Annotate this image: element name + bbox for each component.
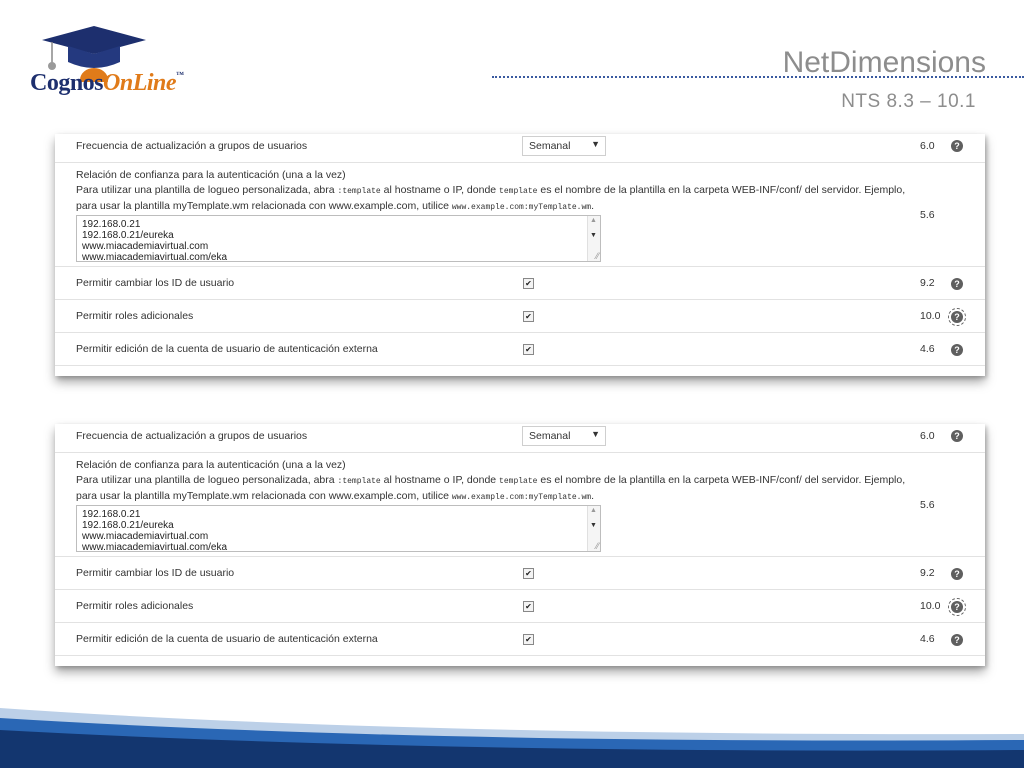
allow-change-id-row: [55, 556, 985, 590]
allow-change-id-label: Permitir cambiar los ID de usuario: [76, 277, 235, 289]
frequency-label: Frecuencia de actualización a grupos de usuarios: [76, 140, 308, 152]
allow-additional-roles-checkbox[interactable]: ✔: [523, 311, 534, 322]
brand-title: NetDimensions: [782, 46, 986, 79]
allow-change-id-checkbox[interactable]: ✔: [523, 278, 534, 289]
help-icon[interactable]: ?: [951, 634, 963, 646]
allow-external-edit-label: Permitir edición de la cuenta de usuario de autenticación externa: [76, 343, 378, 355]
chevron-down-icon: ▼: [591, 139, 600, 149]
allow-external-edit-version: 4.6: [920, 343, 935, 355]
help-icon[interactable]: ?: [951, 344, 963, 356]
resize-handle-icon[interactable]: ⁄⁄: [595, 251, 599, 261]
allow-change-id-checkbox[interactable]: ✔: [523, 568, 534, 579]
version-subtitle: NTS 8.3 – 10.1: [841, 91, 976, 112]
trust-row: [55, 452, 985, 557]
settings-panel-1: [55, 134, 985, 376]
trust-title: Relación de confianza para la autenticación (una a la vez): [76, 169, 346, 181]
allow-additional-roles-version: 10.0: [920, 600, 941, 612]
help-icon[interactable]: ?: [951, 601, 963, 613]
header-divider: [492, 76, 1024, 78]
allow-additional-roles-label: Permitir roles adicionales: [76, 310, 194, 322]
footer-wave: [0, 708, 1024, 768]
frequency-row: [55, 134, 985, 163]
allow-change-id-version: 9.2: [920, 567, 935, 579]
resize-handle-icon[interactable]: ⁄⁄: [595, 541, 599, 551]
allow-additional-roles-version: 10.0: [920, 310, 941, 322]
trust-row: [55, 162, 985, 267]
allow-change-id-version: 9.2: [920, 277, 935, 289]
allow-additional-roles-row: [55, 589, 985, 623]
allow-external-edit-version: 4.6: [920, 633, 935, 645]
trust-description: Para utilizar una plantilla de logueo personalizada, abra :template al hostname o IP, donde template es el nombre de la plantilla en la carpeta WEB-INF/conf/ del servidor. Ejemplo, para usar la plantilla myTemplate.wm relacionada con www.example.com, utilice www.example.com:myTemplate.wm.: [76, 184, 906, 212]
frequency-select-value: Semanal: [529, 140, 571, 152]
allow-additional-roles-checkbox[interactable]: ✔: [523, 601, 534, 612]
trusted-hosts-textarea[interactable]: [76, 505, 601, 552]
frequency-version: 6.0: [920, 430, 935, 442]
allow-additional-roles-label: Permitir roles adicionales: [76, 600, 194, 612]
cognos-online-logo: [22, 22, 182, 108]
trust-version: 5.6: [920, 209, 935, 221]
trust-description: Para utilizar una plantilla de logueo personalizada, abra :template al hostname o IP, donde template es el nombre de la plantilla en la carpeta WEB-INF/conf/ del servidor. Ejemplo, para usar la plantilla myTemplate.wm relacionada con www.example.com, utilice www.example.com:myTemplate.wm.: [76, 474, 906, 502]
frequency-version: 6.0: [920, 140, 935, 152]
scroll-up-icon[interactable]: ▲: [590, 507, 597, 514]
trusted-hosts-textarea[interactable]: [76, 215, 601, 262]
help-icon[interactable]: ?: [951, 430, 963, 442]
scroll-down-icon[interactable]: ▼: [590, 232, 597, 239]
frequency-select[interactable]: [522, 136, 606, 156]
frequency-select-value: Semanal: [529, 430, 571, 442]
allow-external-edit-row: [55, 622, 985, 656]
scroll-down-icon[interactable]: ▼: [590, 522, 597, 529]
settings-panel-2: [55, 424, 985, 666]
trust-title: Relación de confianza para la autenticación (una a la vez): [76, 459, 346, 471]
logo-wordmark: CognosOnLine™: [30, 70, 184, 96]
allow-additional-roles-row: [55, 299, 985, 333]
help-icon[interactable]: ?: [951, 140, 963, 152]
allow-external-edit-checkbox[interactable]: ✔: [523, 634, 534, 645]
chevron-down-icon: ▼: [591, 429, 600, 439]
allow-external-edit-checkbox[interactable]: ✔: [523, 344, 534, 355]
help-icon[interactable]: ?: [951, 311, 963, 323]
frequency-label: Frecuencia de actualización a grupos de usuarios: [76, 430, 308, 442]
trusted-hosts-lines: 192.168.0.21 192.168.0.21/eureka www.miacademiavirtual.com www.miacademiavirtual.com/eka: [82, 509, 228, 552]
trusted-hosts-lines: 192.168.0.21 192.168.0.21/eureka www.miacademiavirtual.com www.miacademiavirtual.com/eka: [82, 219, 228, 262]
help-icon[interactable]: ?: [951, 278, 963, 290]
allow-change-id-row: [55, 266, 985, 300]
allow-external-edit-row: [55, 332, 985, 366]
frequency-select[interactable]: [522, 426, 606, 446]
trust-version: 5.6: [920, 499, 935, 511]
frequency-row: [55, 424, 985, 453]
scroll-up-icon[interactable]: ▲: [590, 217, 597, 224]
help-icon[interactable]: ?: [951, 568, 963, 580]
allow-change-id-label: Permitir cambiar los ID de usuario: [76, 567, 235, 579]
allow-external-edit-label: Permitir edición de la cuenta de usuario de autenticación externa: [76, 633, 378, 645]
